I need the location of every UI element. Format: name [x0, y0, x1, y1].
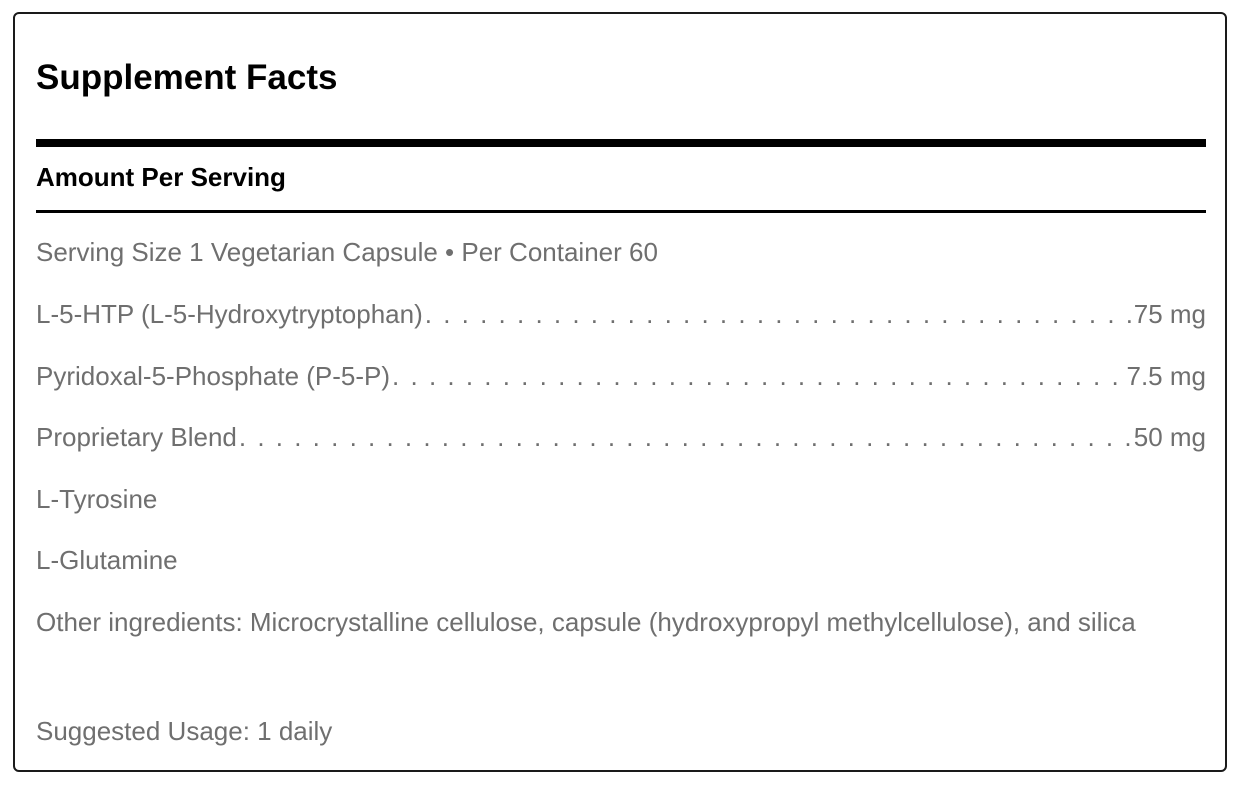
ingredient-amount: 7.5 mg: [1126, 361, 1206, 391]
blend-component: L-Tyrosine: [36, 484, 158, 514]
ingredient-amount: 75 mg: [1133, 299, 1206, 329]
dot-leader: [392, 353, 1124, 399]
ingredient-row: [36, 414, 1206, 460]
dot-leader: [239, 414, 1132, 460]
ingredient-row: [36, 291, 1206, 337]
thick-divider: [36, 139, 1206, 147]
dot-leader: [425, 291, 1132, 337]
serving-info: Serving Size 1 Vegetarian Capsule • Per Container 60: [36, 237, 658, 267]
ingredient-row: [36, 353, 1206, 399]
ingredient-name: L-5-HTP (L-5-Hydroxytryptophan): [36, 299, 423, 329]
ingredient-amount: 50 mg: [1133, 422, 1206, 452]
ingredient-name: Proprietary Blend: [36, 422, 237, 452]
amount-per-serving-header: Amount Per Serving: [36, 162, 286, 192]
ingredient-name: Pyridoxal-5-Phosphate (P-5-P): [36, 361, 391, 391]
blend-component: L-Glutamine: [36, 545, 178, 575]
suggested-usage: Suggested Usage: 1 daily: [36, 716, 333, 746]
other-ingredients: Other ingredients: Microcrystalline cellulose, capsule (hydroxypropyl methylcellulose), and silica: [36, 607, 1136, 637]
panel-title: Supplement Facts: [36, 58, 338, 97]
supplement-facts-panel: [13, 12, 1227, 772]
thin-divider: [36, 210, 1206, 213]
